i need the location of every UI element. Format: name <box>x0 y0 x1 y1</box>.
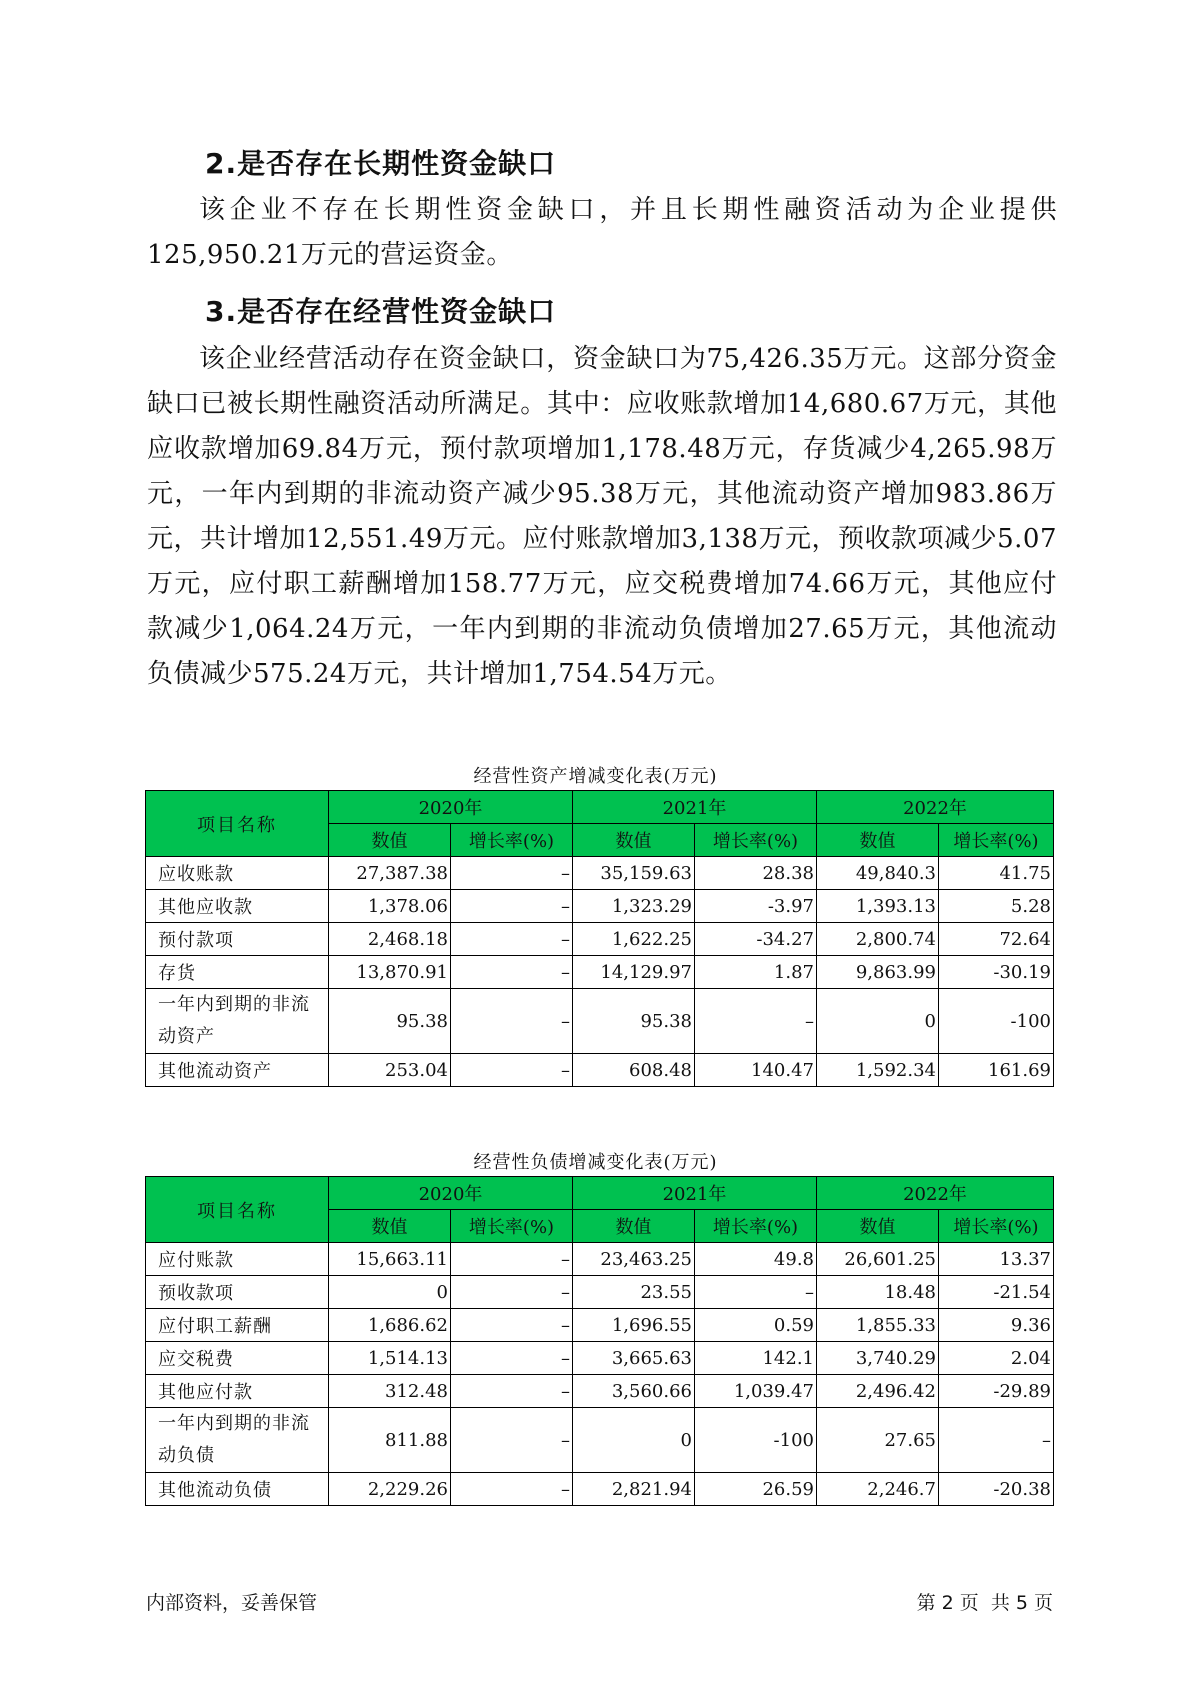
table-cell: -34.27 <box>695 923 817 956</box>
table-cell: – <box>451 1473 573 1506</box>
row-item-name: 其他流动负债 <box>146 1473 329 1506</box>
header-year: 2021年 <box>573 1177 817 1210</box>
table-row <box>146 1309 1054 1342</box>
table-cell: 161.69 <box>939 1054 1054 1087</box>
table-cell: 14,129.97 <box>573 956 695 989</box>
header-year: 2020年 <box>329 791 573 824</box>
footer-page-number: 第 2 页 共 5 页 <box>916 1592 1053 1614</box>
table-cell: 95.38 <box>573 989 695 1054</box>
table-cell: 3,560.66 <box>573 1375 695 1408</box>
table-cell: – <box>451 1408 573 1473</box>
table-cell: 13,870.91 <box>329 956 451 989</box>
table-cell: 2,496.42 <box>817 1375 939 1408</box>
section-paragraph-2: 该企业不存在长期性资金缺口，并且长期性融资活动为企业提供125,950.21万元的营运资金。 <box>147 195 1057 270</box>
header-year: 2022年 <box>817 791 1054 824</box>
table-cell: 3,665.63 <box>573 1342 695 1375</box>
table-row <box>146 956 1054 989</box>
table-cell: – <box>695 989 817 1054</box>
table-cell: 1,514.13 <box>329 1342 451 1375</box>
table-cell: 1,696.55 <box>573 1309 695 1342</box>
table-cell: 608.48 <box>573 1054 695 1087</box>
table-cell: 27.65 <box>817 1408 939 1473</box>
table-cell: 1,592.34 <box>817 1054 939 1087</box>
table-cell: 1.87 <box>695 956 817 989</box>
row-item-name: 应付账款 <box>146 1243 329 1276</box>
table-cell: 15,663.11 <box>329 1243 451 1276</box>
row-item-name: 一年内到期的非流动资产 <box>146 989 329 1054</box>
table-cell: 0 <box>573 1408 695 1473</box>
table-cell: -20.38 <box>939 1473 1054 1506</box>
section-paragraph-3: 该企业经营活动存在资金缺口，资金缺口为75,426.35万元。这部分资金缺口已被长期性融资活动所满足。其中：应收账款增加14,680.67万元，其他应收款增加69.84万元，预付款项增加1,178.48万元，存货减少4,265.98万元，一年内到期的非流动资产减少95.38万元，其他流动资产增加983.86万元，共计增加12,551.49万元。应付账款增加3,138万元，预收款项减少5.07万元，应付职工薪酬增加158.77万元，应交税费增加74.66万元，其他应付款减少1,064.24万元，一年内到期的非流动负债增加27.65万元，其他流动负债减少575.24万元，共计增加1,754.54万元。 <box>147 344 1057 689</box>
table-cell: 312.48 <box>329 1375 451 1408</box>
table-row <box>146 923 1054 956</box>
table-cell: 9,863.99 <box>817 956 939 989</box>
table-cell: 0 <box>329 1276 451 1309</box>
table-cell: 2,821.94 <box>573 1473 695 1506</box>
table-row <box>146 1375 1054 1408</box>
table-cell: 2.04 <box>939 1342 1054 1375</box>
table-header-row <box>146 791 1054 824</box>
table-cell: – <box>451 956 573 989</box>
table-cell: 5.28 <box>939 890 1054 923</box>
table-cell: – <box>451 1342 573 1375</box>
header-value: 数值 <box>329 1210 451 1243</box>
table-row <box>146 1342 1054 1375</box>
row-item-name: 预收款项 <box>146 1276 329 1309</box>
table-cell: 0 <box>817 989 939 1054</box>
row-item-name: 其他应收款 <box>146 890 329 923</box>
liabilities-table <box>145 1176 1054 1506</box>
row-item-name: 应交税费 <box>146 1342 329 1375</box>
header-value: 数值 <box>817 824 939 857</box>
table-cell: -21.54 <box>939 1276 1054 1309</box>
table-cell: 253.04 <box>329 1054 451 1087</box>
table-cell: 9.36 <box>939 1309 1054 1342</box>
table-cell: 28.38 <box>695 857 817 890</box>
table-row <box>146 1473 1054 1506</box>
header-growth-rate: 增长率(%) <box>695 824 817 857</box>
table-cell: 72.64 <box>939 923 1054 956</box>
assets-table <box>145 790 1054 1087</box>
table-cell: 1,686.62 <box>329 1309 451 1342</box>
table-cell: 26.59 <box>695 1473 817 1506</box>
table-cell: 1,323.29 <box>573 890 695 923</box>
table-row <box>146 1243 1054 1276</box>
table-row <box>146 857 1054 890</box>
table-cell: 0.59 <box>695 1309 817 1342</box>
table-cell: – <box>939 1408 1054 1473</box>
header-value: 数值 <box>817 1210 939 1243</box>
row-item-name: 应收账款 <box>146 857 329 890</box>
header-growth-rate: 增长率(%) <box>939 824 1054 857</box>
table-cell: 1,393.13 <box>817 890 939 923</box>
table-cell: 1,039.47 <box>695 1375 817 1408</box>
table-cell: 95.38 <box>329 989 451 1054</box>
table-cell: – <box>451 923 573 956</box>
row-item-name: 预付款项 <box>146 923 329 956</box>
header-year: 2020年 <box>329 1177 573 1210</box>
row-item-name: 其他流动资产 <box>146 1054 329 1087</box>
table-row <box>146 1054 1054 1087</box>
table-cell: – <box>451 1243 573 1276</box>
table-cell: 49,840.3 <box>817 857 939 890</box>
table-cell: 1,855.33 <box>817 1309 939 1342</box>
row-item-name: 应付职工薪酬 <box>146 1309 329 1342</box>
header-growth-rate: 增长率(%) <box>451 824 573 857</box>
table-cell: 18.48 <box>817 1276 939 1309</box>
header-year: 2021年 <box>573 791 817 824</box>
table-cell: – <box>451 890 573 923</box>
table-cell: 3,740.29 <box>817 1342 939 1375</box>
header-value: 数值 <box>329 824 451 857</box>
table-cell: 2,468.18 <box>329 923 451 956</box>
table-cell: 23.55 <box>573 1276 695 1309</box>
header-item-name: 项目名称 <box>146 791 329 857</box>
table-cell: – <box>451 1375 573 1408</box>
table-row <box>146 890 1054 923</box>
table-cell: -100 <box>695 1408 817 1473</box>
table-cell: -30.19 <box>939 956 1054 989</box>
section-heading-2: 2.是否存在长期性资金缺口 <box>205 147 557 180</box>
header-value: 数值 <box>573 824 695 857</box>
table-cell: – <box>695 1276 817 1309</box>
table-row <box>146 1408 1054 1473</box>
row-item-name: 存货 <box>146 956 329 989</box>
header-growth-rate: 增长率(%) <box>451 1210 573 1243</box>
section-heading-3: 3.是否存在经营性资金缺口 <box>205 295 557 328</box>
table-cell: -3.97 <box>695 890 817 923</box>
footer-confidential-note: 内部资料，妥善保管 <box>146 1592 318 1614</box>
table-caption-assets: 经营性资产增减变化表(万元) <box>473 766 718 787</box>
table-cell: – <box>451 1054 573 1087</box>
row-item-name: 其他应付款 <box>146 1375 329 1408</box>
table-cell: -29.89 <box>939 1375 1054 1408</box>
header-value: 数值 <box>573 1210 695 1243</box>
table-cell: 13.37 <box>939 1243 1054 1276</box>
table-cell: -100 <box>939 989 1054 1054</box>
header-growth-rate: 增长率(%) <box>695 1210 817 1243</box>
table-caption-liabilities: 经营性负债增减变化表(万元) <box>473 1152 718 1173</box>
table-cell: 811.88 <box>329 1408 451 1473</box>
table-cell: 23,463.25 <box>573 1243 695 1276</box>
header-growth-rate: 增长率(%) <box>939 1210 1054 1243</box>
table-cell: 1,622.25 <box>573 923 695 956</box>
table-cell: 27,387.38 <box>329 857 451 890</box>
table-cell: – <box>451 989 573 1054</box>
table-header-row <box>146 1177 1054 1210</box>
table-cell: 2,246.7 <box>817 1473 939 1506</box>
table-cell: – <box>451 1309 573 1342</box>
table-cell: – <box>451 1276 573 1309</box>
table-cell: 2,229.26 <box>329 1473 451 1506</box>
table-cell: 26,601.25 <box>817 1243 939 1276</box>
header-year: 2022年 <box>817 1177 1054 1210</box>
table-cell: 41.75 <box>939 857 1054 890</box>
row-item-name: 一年内到期的非流动负债 <box>146 1408 329 1473</box>
table-cell: 140.47 <box>695 1054 817 1087</box>
header-item-name: 项目名称 <box>146 1177 329 1243</box>
table-cell: – <box>451 857 573 890</box>
table-cell: 2,800.74 <box>817 923 939 956</box>
table-cell: 35,159.63 <box>573 857 695 890</box>
table-row <box>146 989 1054 1054</box>
table-cell: 1,378.06 <box>329 890 451 923</box>
table-row <box>146 1276 1054 1309</box>
table-cell: 49.8 <box>695 1243 817 1276</box>
table-cell: 142.1 <box>695 1342 817 1375</box>
